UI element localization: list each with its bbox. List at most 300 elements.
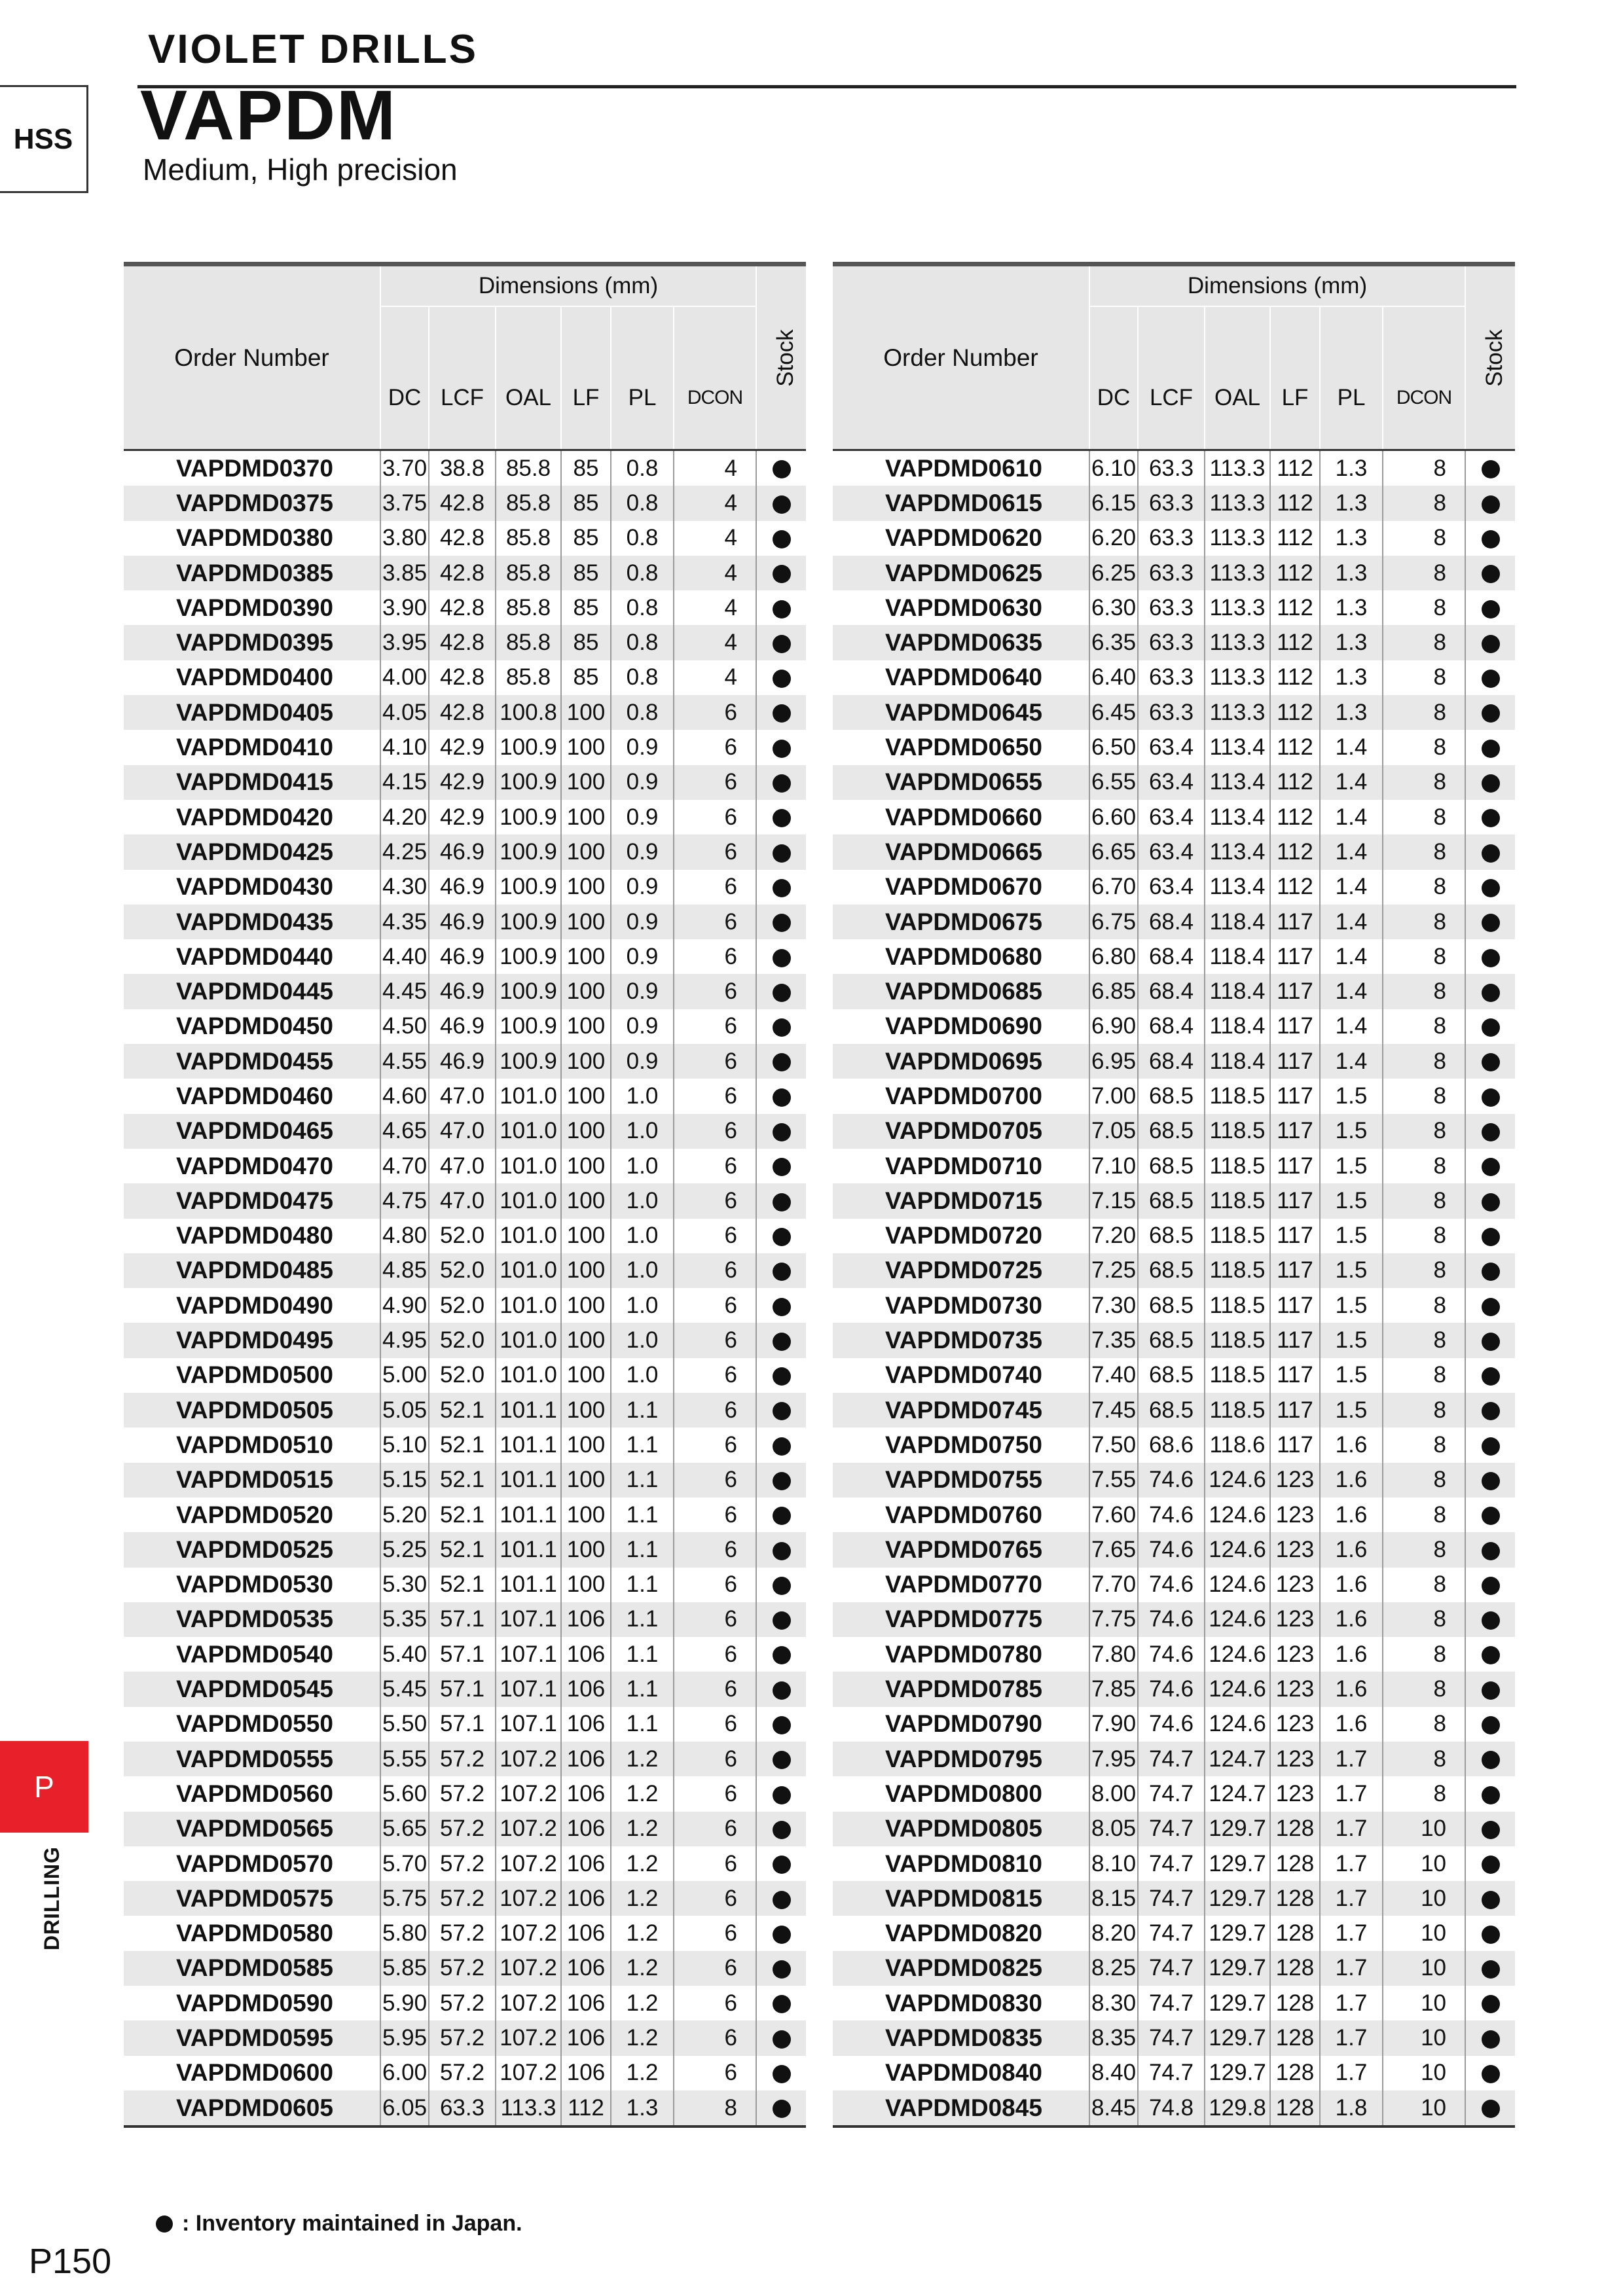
cell-lcf: 46.9: [429, 870, 496, 905]
cell-order-number: VAPDMD0845: [833, 2090, 1089, 2126]
cell-lcf: 38.8: [429, 450, 496, 486]
filled-circle-icon: [773, 809, 791, 827]
cell-lf: 100: [561, 1358, 611, 1393]
cell-pl: 1.4: [1320, 730, 1383, 764]
cell-lf: 112: [561, 2090, 611, 2126]
cell-dc: 4.25: [380, 834, 429, 869]
cell-dcon: 10: [1383, 1846, 1465, 1881]
cell-lcf: 63.3: [1138, 556, 1205, 590]
table-row: [124, 1532, 806, 1567]
cell-dc: 4.90: [380, 1288, 429, 1323]
cell-order-number: VAPDMD0705: [833, 1114, 1089, 1149]
cell-lf: 128: [1270, 2020, 1320, 2055]
cell-pl: 1.3: [1320, 450, 1383, 486]
cell-dcon: 8: [1383, 730, 1465, 764]
cell-lcf: 63.4: [1138, 800, 1205, 834]
table-row: [124, 556, 806, 590]
cell-lcf: 46.9: [429, 1044, 496, 1079]
cell-oal: 107.2: [496, 1776, 561, 1811]
cell-dc: 4.45: [380, 974, 429, 1009]
cell-dcon: 10: [1383, 2056, 1465, 2090]
cell-order-number: VAPDMD0570: [124, 1846, 380, 1881]
cell-stock: [1465, 450, 1515, 486]
cell-lcf: 42.8: [429, 625, 496, 660]
cell-order-number: VAPDMD0375: [124, 486, 380, 520]
cell-pl: 1.6: [1320, 1637, 1383, 1672]
cell-dcon: 4: [674, 521, 756, 556]
cell-stock: [1465, 1149, 1515, 1183]
cell-stock: [1465, 905, 1515, 939]
cell-oal: 118.5: [1205, 1288, 1270, 1323]
filled-circle-icon: [773, 1367, 791, 1386]
cell-lf: 112: [1270, 450, 1320, 486]
cell-dcon: 6: [674, 1602, 756, 1637]
table-row: [124, 1707, 806, 1742]
cell-stock: [756, 450, 806, 486]
cell-pl: 1.0: [611, 1358, 674, 1393]
cell-dc: 8.10: [1089, 1846, 1138, 1881]
cell-pl: 1.2: [611, 1916, 674, 1950]
cell-pl: 1.7: [1320, 2020, 1383, 2055]
cell-lcf: 68.4: [1138, 974, 1205, 1009]
cell-dcon: 4: [674, 625, 756, 660]
cell-lcf: 57.1: [429, 1672, 496, 1706]
cell-order-number: VAPDMD0565: [124, 1812, 380, 1846]
cell-dc: 5.50: [380, 1707, 429, 1742]
filled-circle-icon: [1482, 1367, 1500, 1386]
cell-lcf: 74.7: [1138, 1776, 1205, 1811]
cell-lcf: 57.2: [429, 1916, 496, 1950]
cell-dcon: 6: [674, 939, 756, 974]
cell-dcon: 6: [674, 2020, 756, 2055]
filled-circle-icon: [1482, 1158, 1500, 1176]
cell-lf: 106: [561, 1707, 611, 1742]
cell-dcon: 6: [674, 1846, 756, 1881]
cell-dc: 6.45: [1089, 695, 1138, 730]
cell-order-number: VAPDMD0465: [124, 1114, 380, 1149]
cell-lf: 112: [1270, 695, 1320, 730]
cell-stock: [1465, 1079, 1515, 1113]
stock-legend: [156, 2211, 522, 2236]
cell-lf: 112: [1270, 486, 1320, 520]
cell-dc: 8.15: [1089, 1881, 1138, 1916]
cell-order-number: VAPDMD0550: [124, 1707, 380, 1742]
cell-pl: 0.9: [611, 730, 674, 764]
filled-circle-icon: [1482, 1437, 1500, 1456]
cell-dc: 6.65: [1089, 834, 1138, 869]
cell-lcf: 74.6: [1138, 1532, 1205, 1567]
cell-lcf: 63.4: [1138, 834, 1205, 869]
cell-pl: 1.6: [1320, 1427, 1383, 1462]
cell-order-number: VAPDMD0395: [124, 625, 380, 660]
table-row: [124, 1149, 806, 1183]
cell-stock: [756, 1846, 806, 1881]
cell-stock: [1465, 1986, 1515, 2020]
filled-circle-icon: [773, 1123, 791, 1141]
cell-dc: 4.95: [380, 1323, 429, 1357]
cell-lf: 100: [561, 1463, 611, 1498]
filled-circle-icon: [773, 460, 791, 478]
cell-dc: 5.75: [380, 1881, 429, 1916]
cell-dc: 6.25: [1089, 556, 1138, 590]
cell-oal: 124.6: [1205, 1463, 1270, 1498]
table-row: [833, 1079, 1515, 1113]
cell-dc: 4.75: [380, 1183, 429, 1218]
cell-pl: 1.2: [611, 1776, 674, 1811]
cell-stock: [756, 1358, 806, 1393]
table-row: [124, 765, 806, 800]
cell-oal: 107.2: [496, 1812, 561, 1846]
filled-circle-icon: [773, 844, 791, 863]
cell-lf: 100: [561, 695, 611, 730]
cell-oal: 124.6: [1205, 1498, 1270, 1532]
cell-pl: 1.5: [1320, 1114, 1383, 1149]
table-row: [124, 1393, 806, 1427]
cell-oal: 113.4: [1205, 870, 1270, 905]
cell-lf: 85: [561, 625, 611, 660]
cell-dc: 6.85: [1089, 974, 1138, 1009]
filled-circle-icon: [773, 670, 791, 688]
cell-dcon: 4: [674, 450, 756, 486]
cell-dc: 7.90: [1089, 1707, 1138, 1742]
cell-lf: 123: [1270, 1568, 1320, 1602]
cell-dcon: 6: [674, 1009, 756, 1044]
cell-dc: 7.75: [1089, 1602, 1138, 1637]
cell-pl: 1.1: [611, 1498, 674, 1532]
filled-circle-icon: [1482, 1716, 1500, 1734]
cell-lf: 100: [561, 870, 611, 905]
cell-dc: 8.45: [1089, 2090, 1138, 2126]
cell-dcon: 6: [674, 1079, 756, 1113]
cell-dc: 5.15: [380, 1463, 429, 1498]
cell-stock: [1465, 1114, 1515, 1149]
cell-stock: [1465, 2090, 1515, 2126]
cell-stock: [756, 1742, 806, 1776]
cell-stock: [1465, 1288, 1515, 1323]
cell-dc: 8.05: [1089, 1812, 1138, 1846]
filled-circle-icon: [773, 1088, 791, 1107]
cell-order-number: VAPDMD0625: [833, 556, 1089, 590]
table-row: [833, 905, 1515, 939]
page-number: P150: [29, 2242, 112, 2281]
cell-lcf: 46.9: [429, 905, 496, 939]
cell-dc: 7.05: [1089, 1114, 1138, 1149]
cell-dc: 8.25: [1089, 1951, 1138, 1986]
cell-oal: 118.4: [1205, 905, 1270, 939]
cell-pl: 0.8: [611, 521, 674, 556]
cell-stock: [1465, 2056, 1515, 2090]
cell-order-number: VAPDMD0575: [124, 1881, 380, 1916]
cell-lcf: 68.4: [1138, 939, 1205, 974]
cell-lf: 117: [1270, 1079, 1320, 1113]
cell-dc: 7.00: [1089, 1079, 1138, 1113]
cell-dcon: 6: [674, 1532, 756, 1567]
cell-stock: [756, 1427, 806, 1462]
cell-pl: 1.4: [1320, 1044, 1383, 1079]
cell-pl: 1.1: [611, 1602, 674, 1637]
table-row: [124, 1776, 806, 1811]
cell-dcon: 8: [1383, 870, 1465, 905]
cell-pl: 1.5: [1320, 1079, 1383, 1113]
table-row: [833, 590, 1515, 625]
cell-lf: 106: [561, 1672, 611, 1706]
filled-circle-icon: [773, 1995, 791, 2013]
cell-lf: 106: [561, 1602, 611, 1637]
cell-order-number: VAPDMD0790: [833, 1707, 1089, 1742]
cell-dc: 6.05: [380, 2090, 429, 2126]
cell-order-number: VAPDMD0655: [833, 765, 1089, 800]
cell-lf: 112: [1270, 556, 1320, 590]
cell-lcf: 63.3: [1138, 521, 1205, 556]
cell-dc: 4.55: [380, 1044, 429, 1079]
cell-order-number: VAPDMD0410: [124, 730, 380, 764]
cell-order-number: VAPDMD0735: [833, 1323, 1089, 1357]
filled-circle-icon: [773, 949, 791, 967]
cell-order-number: VAPDMD0725: [833, 1253, 1089, 1288]
cell-order-number: VAPDMD0795: [833, 1742, 1089, 1776]
cell-oal: 118.5: [1205, 1253, 1270, 1288]
cell-lcf: 74.7: [1138, 2056, 1205, 2090]
cell-order-number: VAPDMD0580: [124, 1916, 380, 1950]
cell-pl: 1.7: [1320, 1812, 1383, 1846]
cell-pl: 1.1: [611, 1463, 674, 1498]
cell-lf: 100: [561, 1393, 611, 1427]
cell-stock: [756, 2090, 806, 2126]
cell-pl: 0.9: [611, 939, 674, 974]
cell-pl: 1.7: [1320, 1951, 1383, 1986]
cell-dc: 4.05: [380, 695, 429, 730]
cell-pl: 1.5: [1320, 1149, 1383, 1183]
cell-stock: [756, 1183, 806, 1218]
cell-dcon: 10: [1383, 1951, 1465, 1986]
cell-order-number: VAPDMD0640: [833, 660, 1089, 695]
cell-lf: 100: [561, 1114, 611, 1149]
table-row: [833, 1812, 1515, 1846]
cell-order-number: VAPDMD0750: [833, 1427, 1089, 1462]
cell-lf: 128: [1270, 1916, 1320, 1950]
table-row: [833, 1637, 1515, 1672]
cell-dcon: 6: [674, 1986, 756, 2020]
cell-pl: 1.7: [1320, 2056, 1383, 2090]
filled-circle-icon: [773, 565, 791, 583]
cell-stock: [756, 1044, 806, 1079]
cell-stock: [756, 1288, 806, 1323]
filled-circle-icon: [1482, 670, 1500, 688]
cell-oal: 118.5: [1205, 1183, 1270, 1218]
cell-lcf: 42.9: [429, 765, 496, 800]
cell-lf: 106: [561, 1846, 611, 1881]
filled-circle-icon: [1482, 1193, 1500, 1211]
cell-stock: [1465, 625, 1515, 660]
cell-lf: 85: [561, 486, 611, 520]
cell-pl: 1.2: [611, 1986, 674, 2020]
cell-dc: 3.75: [380, 486, 429, 520]
series-title: VIOLET DRILLS: [148, 27, 478, 72]
cell-order-number: VAPDMD0390: [124, 590, 380, 625]
cell-dcon: 8: [1383, 521, 1465, 556]
cell-lcf: 46.9: [429, 939, 496, 974]
cell-lcf: 74.6: [1138, 1637, 1205, 1672]
cell-order-number: VAPDMD0595: [124, 2020, 380, 2055]
cell-order-number: VAPDMD0835: [833, 2020, 1089, 2055]
cell-oal: 101.1: [496, 1568, 561, 1602]
cell-dc: 5.35: [380, 1602, 429, 1637]
cell-dc: 3.95: [380, 625, 429, 660]
cell-pl: 1.7: [1320, 1776, 1383, 1811]
cell-dc: 4.85: [380, 1253, 429, 1288]
product-table-right: [833, 262, 1515, 2128]
cell-lf: 100: [561, 1253, 611, 1288]
cell-lcf: 74.7: [1138, 1916, 1205, 1950]
filled-circle-icon: [773, 530, 791, 548]
cell-oal: 101.0: [496, 1149, 561, 1183]
cell-oal: 100.9: [496, 834, 561, 869]
cell-dc: 7.95: [1089, 1742, 1138, 1776]
cell-lf: 128: [1270, 1812, 1320, 1846]
cell-lf: 100: [561, 1427, 611, 1462]
filled-circle-icon: [773, 1821, 791, 1839]
table-row: [124, 590, 806, 625]
cell-dcon: 6: [674, 1183, 756, 1218]
cell-dcon: 4: [674, 556, 756, 590]
cell-oal: 101.1: [496, 1427, 561, 1462]
cell-order-number: VAPDMD0690: [833, 1009, 1089, 1044]
table-row: [833, 1776, 1515, 1811]
filled-circle-icon: [773, 2065, 791, 2083]
table-row: [833, 1358, 1515, 1393]
cell-dc: 5.90: [380, 1986, 429, 2020]
cell-pl: 1.4: [1320, 765, 1383, 800]
cell-stock: [1465, 1427, 1515, 1462]
cell-lcf: 47.0: [429, 1114, 496, 1149]
cell-lf: 117: [1270, 1288, 1320, 1323]
cell-lf: 112: [1270, 590, 1320, 625]
cell-dcon: 8: [1383, 695, 1465, 730]
table-row: [833, 1707, 1515, 1742]
cell-dc: 5.70: [380, 1846, 429, 1881]
table-row: [833, 730, 1515, 764]
cell-pl: 1.7: [1320, 1916, 1383, 1950]
cell-stock: [1465, 834, 1515, 869]
cell-lcf: 57.1: [429, 1707, 496, 1742]
table-row: [833, 1149, 1515, 1183]
cell-dcon: 10: [1383, 1881, 1465, 1916]
cell-lf: 106: [561, 2056, 611, 2090]
filled-circle-icon: [1482, 1542, 1500, 1560]
cell-lcf: 74.6: [1138, 1672, 1205, 1706]
cell-oal: 85.8: [496, 590, 561, 625]
cell-oal: 101.0: [496, 1114, 561, 1149]
table-row: [124, 625, 806, 660]
cell-order-number: VAPDMD0605: [124, 2090, 380, 2126]
filled-circle-icon: [1482, 530, 1500, 548]
cell-order-number: VAPDMD0830: [833, 1986, 1089, 2020]
filled-circle-icon: [1482, 635, 1500, 653]
category-tab-hss: HSS: [0, 85, 88, 193]
cell-order-number: VAPDMD0660: [833, 800, 1089, 834]
cell-pl: 1.0: [611, 1253, 674, 1288]
filled-circle-icon: [1482, 1646, 1500, 1664]
cell-lf: 112: [1270, 800, 1320, 834]
table-row: [124, 1219, 806, 1253]
cell-lf: 128: [1270, 2090, 1320, 2126]
cell-dcon: 8: [1383, 939, 1465, 974]
cell-dc: 4.65: [380, 1114, 429, 1149]
cell-dcon: 8: [1383, 765, 1465, 800]
cell-lf: 117: [1270, 1358, 1320, 1393]
cell-pl: 1.2: [611, 1881, 674, 1916]
cell-dcon: 6: [674, 1916, 756, 1950]
filled-circle-icon: [1482, 2100, 1500, 2118]
cell-order-number: VAPDMD0760: [833, 1498, 1089, 1532]
cell-dcon: 4: [674, 486, 756, 520]
cell-pl: 1.0: [611, 1288, 674, 1323]
filled-circle-icon: [773, 1228, 791, 1246]
cell-lcf: 46.9: [429, 834, 496, 869]
dimensions-header: Dimensions (mm): [380, 264, 756, 307]
cell-pl: 1.4: [1320, 1009, 1383, 1044]
cell-lf: 106: [561, 1986, 611, 2020]
cell-oal: 113.4: [1205, 834, 1270, 869]
filled-circle-icon: [1482, 949, 1500, 967]
table-row: [833, 1742, 1515, 1776]
cell-pl: 0.9: [611, 1009, 674, 1044]
cell-stock: [756, 800, 806, 834]
cell-dc: 7.65: [1089, 1532, 1138, 1567]
cell-stock: [1465, 1742, 1515, 1776]
filled-circle-icon: [1482, 600, 1500, 619]
cell-lf: 128: [1270, 1846, 1320, 1881]
cell-dc: 4.00: [380, 660, 429, 695]
cell-dc: 5.00: [380, 1358, 429, 1393]
cell-dc: 6.60: [1089, 800, 1138, 834]
cell-lf: 106: [561, 1916, 611, 1950]
cell-lcf: 68.5: [1138, 1253, 1205, 1288]
cell-lcf: 63.3: [1138, 660, 1205, 695]
cell-lcf: 68.4: [1138, 1044, 1205, 1079]
cell-lcf: 74.6: [1138, 1707, 1205, 1742]
table-row: [833, 1288, 1515, 1323]
cell-dcon: 6: [674, 1637, 756, 1672]
table-row: [833, 765, 1515, 800]
cell-stock: [756, 660, 806, 695]
cell-order-number: VAPDMD0585: [124, 1951, 380, 1986]
cell-lcf: 57.2: [429, 1776, 496, 1811]
cell-order-number: VAPDMD0440: [124, 939, 380, 974]
cell-stock: [756, 834, 806, 869]
table-row: [833, 695, 1515, 730]
cell-dcon: 8: [1383, 450, 1465, 486]
cell-stock: [1465, 800, 1515, 834]
cell-lcf: 57.2: [429, 2020, 496, 2055]
table-row: [124, 1916, 806, 1950]
cell-stock: [756, 695, 806, 730]
cell-stock: [756, 1463, 806, 1498]
cell-lcf: 42.8: [429, 486, 496, 520]
col-lcf: LCF: [429, 306, 496, 450]
cell-oal: 85.8: [496, 660, 561, 695]
cell-pl: 1.5: [1320, 1323, 1383, 1357]
cell-dcon: 8: [1383, 1219, 1465, 1253]
cell-lcf: 63.4: [1138, 765, 1205, 800]
cell-order-number: VAPDMD0445: [124, 974, 380, 1009]
cell-oal: 107.2: [496, 1742, 561, 1776]
cell-lcf: 63.3: [429, 2090, 496, 2126]
cell-oal: 124.6: [1205, 1532, 1270, 1567]
cell-dc: 6.30: [1089, 590, 1138, 625]
table-row: [124, 1427, 806, 1462]
cell-dcon: 4: [674, 590, 756, 625]
